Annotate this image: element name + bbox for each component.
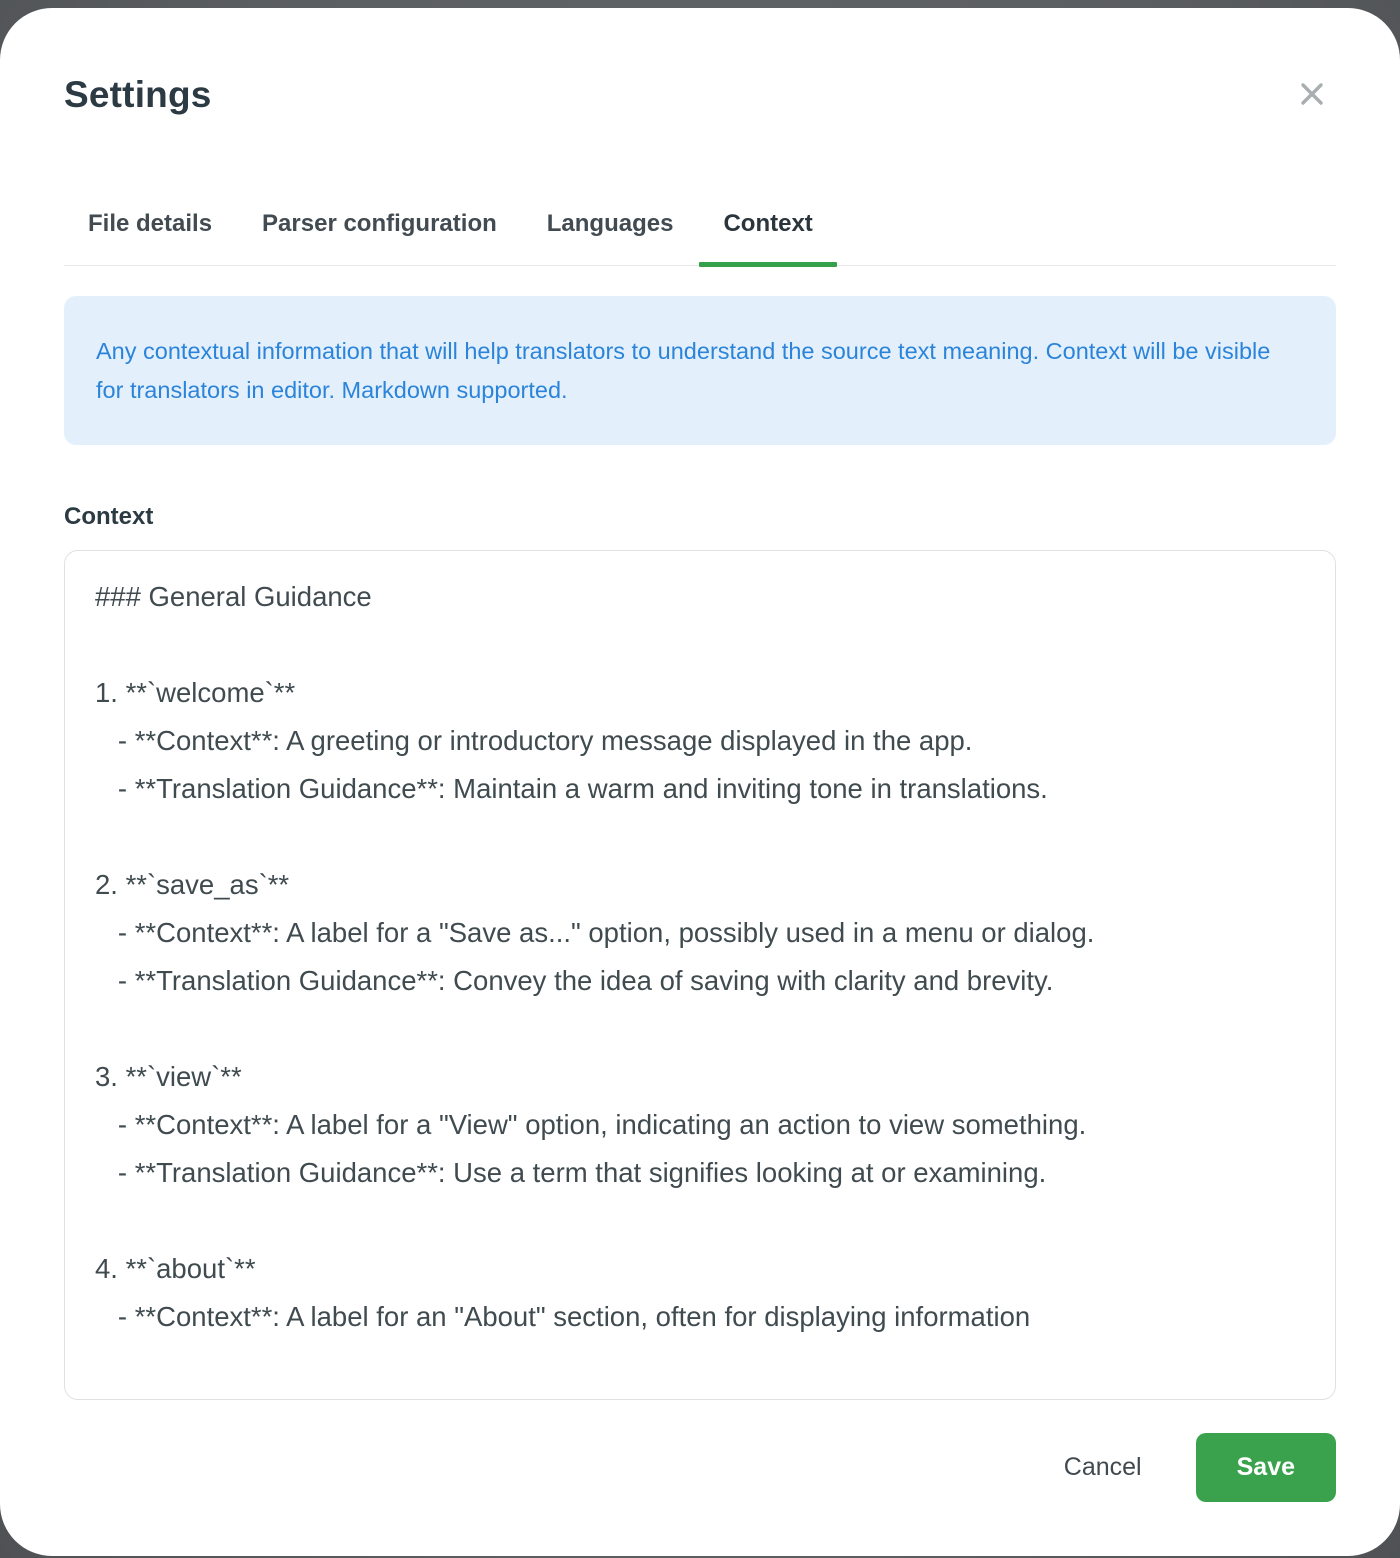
page-title: Settings <box>64 74 212 115</box>
modal-footer <box>64 1433 1336 1502</box>
tab-languages[interactable]: Languages <box>523 210 698 265</box>
tab-context[interactable]: Context <box>699 210 836 265</box>
close-button[interactable] <box>1290 72 1334 116</box>
info-banner: Any contextual information that will help translators to understand the source text meaning. Context will be visible for translators in editor. Markdown supported. <box>64 296 1336 445</box>
save-button[interactable]: Save <box>1196 1433 1336 1502</box>
modal-header <box>64 74 1336 116</box>
context-textarea[interactable] <box>64 550 1336 1400</box>
cancel-button[interactable]: Cancel <box>1050 1443 1156 1492</box>
tab-file-details[interactable]: File details <box>64 210 236 265</box>
tab-parser-configuration[interactable]: Parser configuration <box>238 210 521 265</box>
context-field-label: Context <box>64 503 154 530</box>
settings-modal <box>0 8 1400 1556</box>
tab-bar <box>64 210 1336 266</box>
close-icon <box>1296 78 1328 110</box>
